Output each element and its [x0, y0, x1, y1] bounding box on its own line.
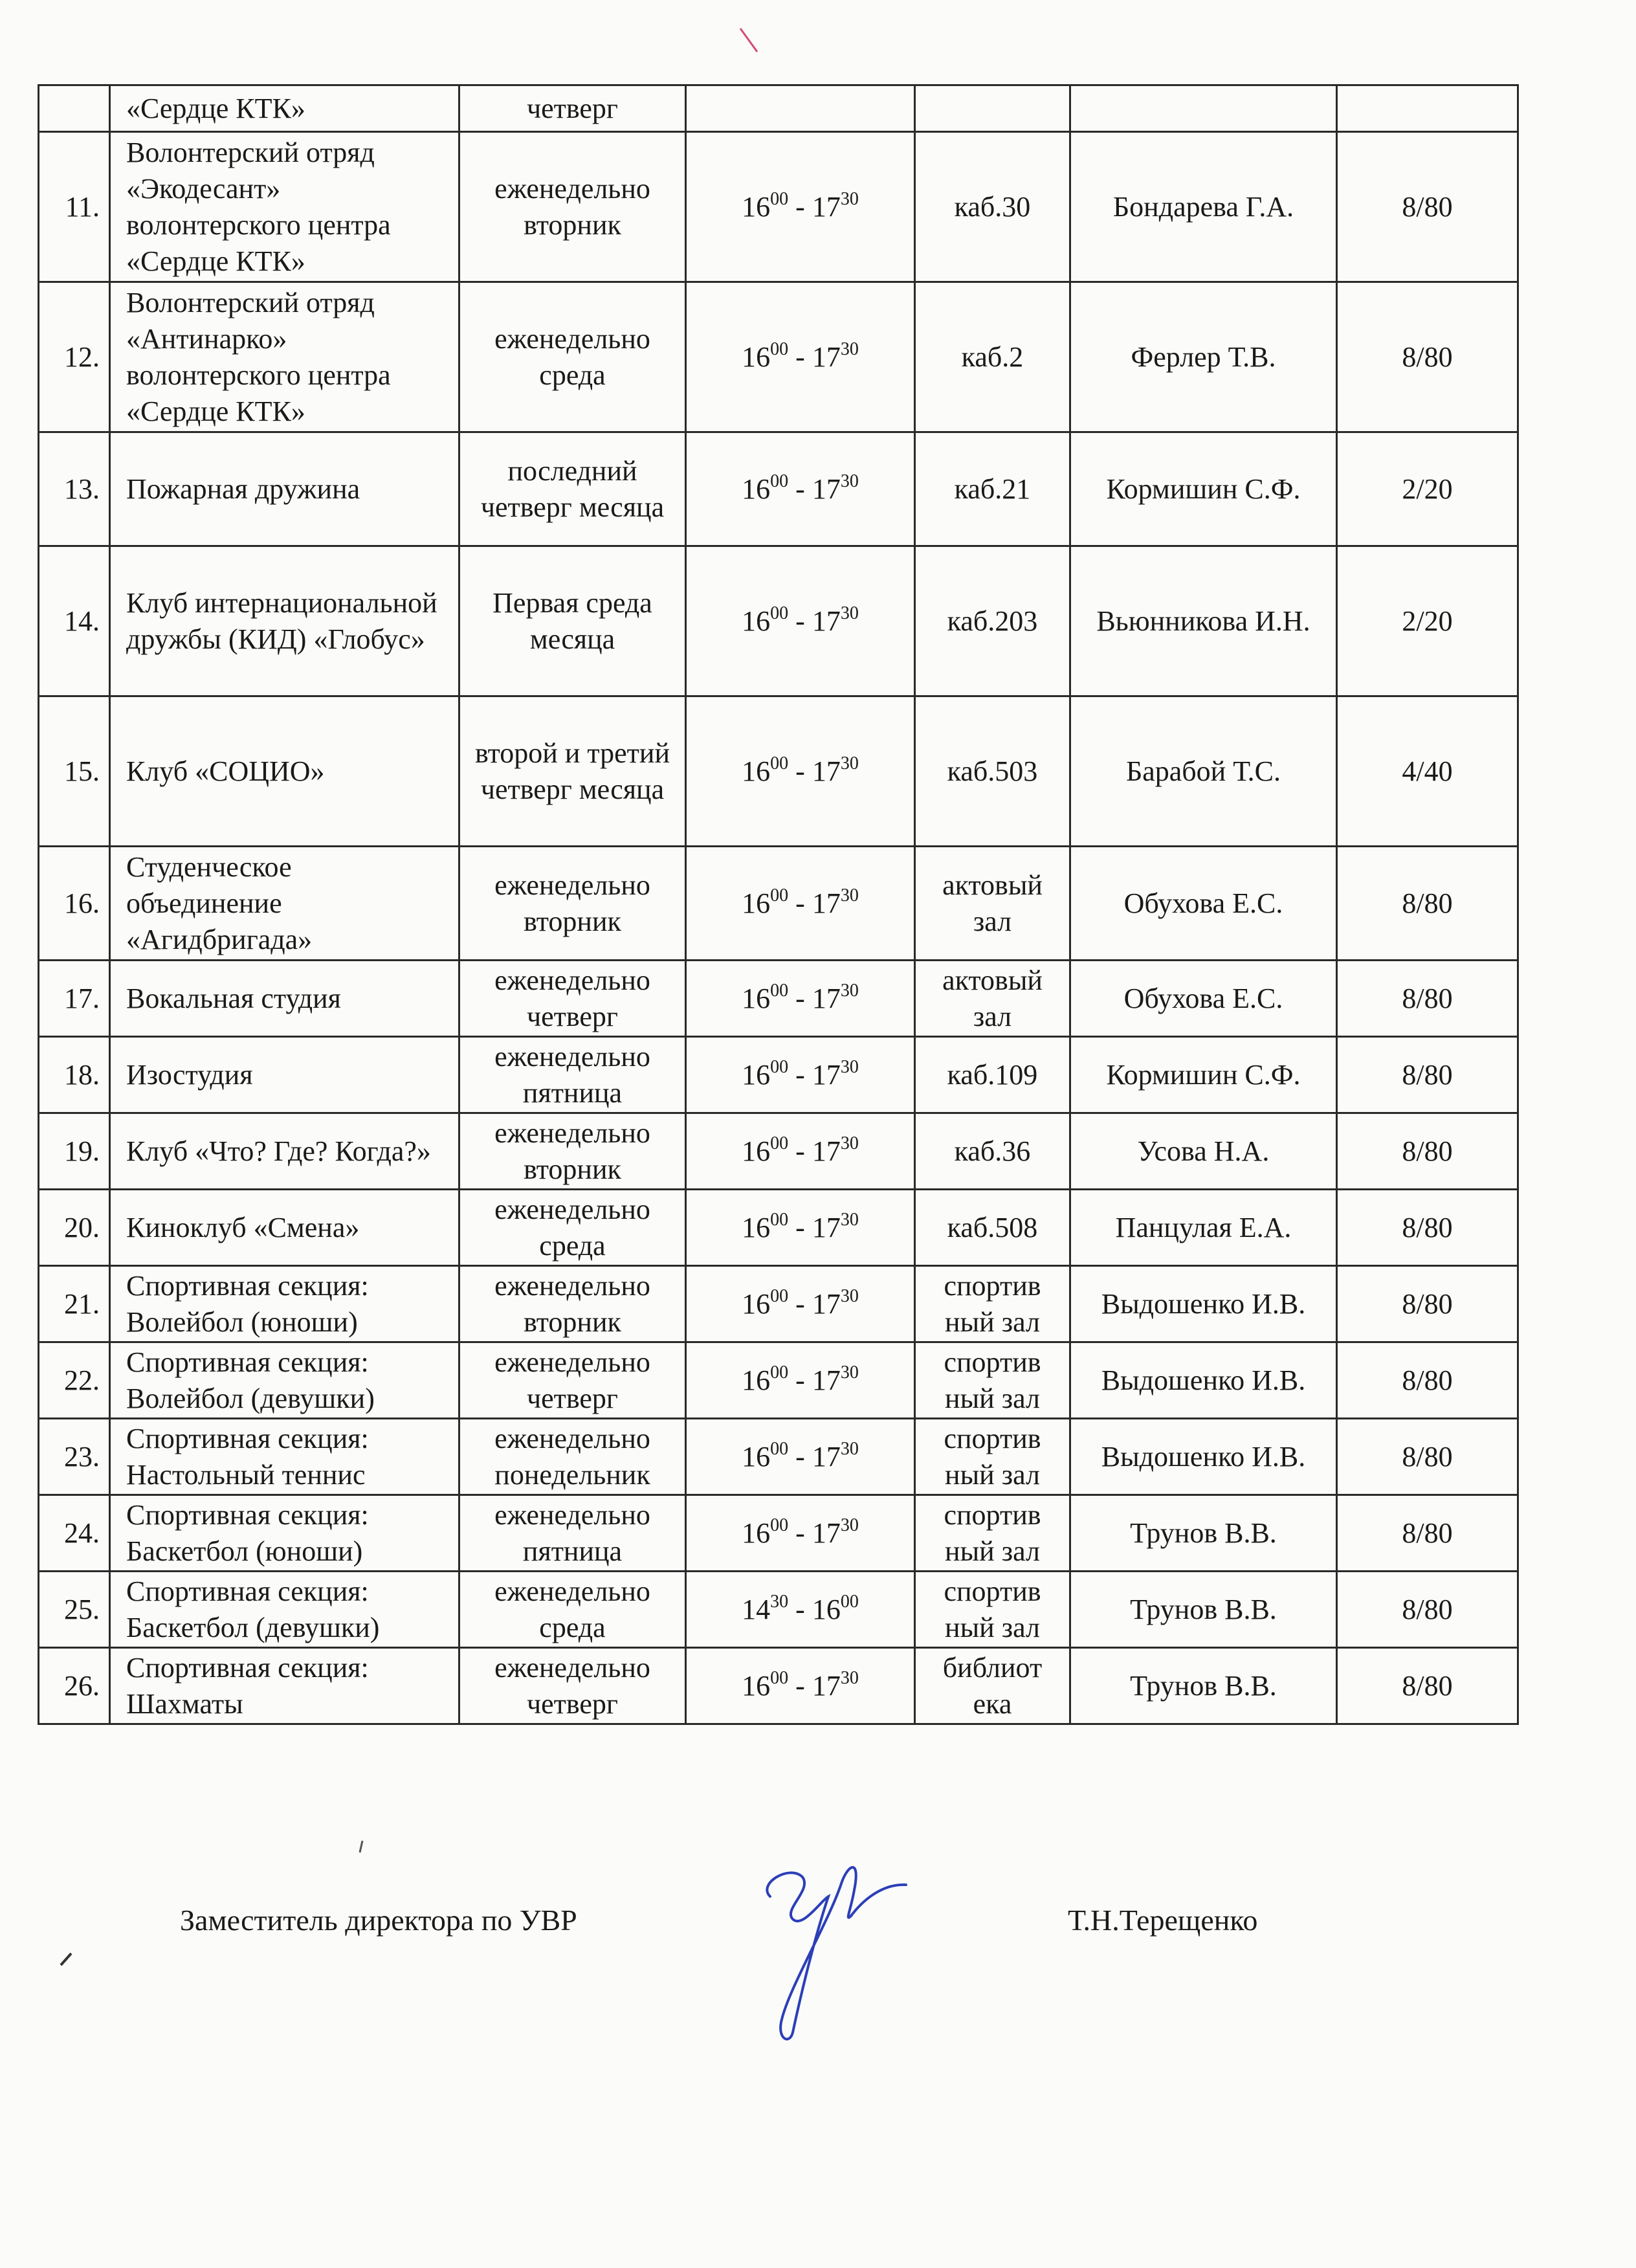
time-end-hour: 17 — [812, 1517, 841, 1549]
time-end-minutes: 00 — [840, 1591, 859, 1612]
time-start-hour: 14 — [742, 1593, 771, 1625]
activity-name-cell: Изостудия — [110, 1037, 459, 1113]
activity-name-cell: Спортивная секция: Баскетбол (девушки) — [110, 1572, 459, 1648]
time-separator: - — [788, 755, 812, 787]
time-separator: - — [788, 1517, 812, 1549]
schedule-cell: еженедельно вторник — [459, 132, 686, 282]
room-cell: каб.203 — [915, 546, 1070, 696]
time-start-hour: 16 — [742, 755, 771, 787]
groups-cell: 8/80 — [1337, 282, 1518, 432]
schedule-cell: еженедельно четверг — [459, 961, 686, 1037]
time-end-minutes: 30 — [840, 188, 859, 209]
room-cell: спортив ный зал — [915, 1419, 1070, 1495]
room-cell: библиот ека — [915, 1648, 1070, 1724]
row-number-cell: 15. — [39, 696, 110, 847]
table-row — [39, 1572, 1518, 1648]
time-end-hour: 17 — [812, 982, 841, 1014]
time-cell — [686, 1572, 915, 1648]
time-cell — [686, 1037, 915, 1113]
time-separator: - — [788, 1211, 812, 1243]
time-separator: - — [788, 1440, 812, 1473]
table-row — [39, 85, 1518, 132]
room-cell: спортив ный зал — [915, 1342, 1070, 1419]
row-number-cell: 14. — [39, 546, 110, 696]
table-row — [39, 1113, 1518, 1190]
time-start-hour: 16 — [742, 1287, 771, 1320]
table-row — [39, 1419, 1518, 1495]
row-number-cell: 23. — [39, 1419, 110, 1495]
time-start-hour: 16 — [742, 1517, 771, 1549]
time-start-minutes: 00 — [770, 188, 789, 209]
room-cell — [915, 85, 1070, 132]
time-end-minutes: 30 — [840, 339, 859, 359]
leader-cell: Обухова Е.С. — [1070, 847, 1337, 961]
time-start-minutes: 00 — [770, 1209, 789, 1230]
leader-cell: Бондарева Г.А. — [1070, 132, 1337, 282]
groups-cell: 8/80 — [1337, 961, 1518, 1037]
time-cell — [686, 696, 915, 847]
activity-name-cell: Вокальная студия — [110, 961, 459, 1037]
leader-cell — [1070, 85, 1337, 132]
room-cell: спортив ный зал — [915, 1495, 1070, 1572]
time-end-hour: 17 — [812, 1135, 841, 1167]
time-start-minutes: 00 — [770, 885, 789, 906]
room-cell: каб.30 — [915, 132, 1070, 282]
groups-cell: 8/80 — [1337, 132, 1518, 282]
leader-cell: Панцулая Е.А. — [1070, 1190, 1337, 1266]
activity-name-cell: Студенческое объединение «Агидбригада» — [110, 847, 459, 961]
time-start-minutes: 00 — [770, 1667, 789, 1688]
groups-cell: 4/40 — [1337, 696, 1518, 847]
row-number-cell: 25. — [39, 1572, 110, 1648]
time-start-hour: 16 — [742, 190, 771, 223]
table-row — [39, 1190, 1518, 1266]
time-start-minutes: 00 — [770, 603, 789, 623]
room-cell: каб.2 — [915, 282, 1070, 432]
activity-name-cell: Волонтерский отряд «Экодесант» волонтерского центра «Сердце КТК» — [110, 132, 459, 282]
footer-position-title: Заместитель директора по УВР — [180, 1904, 577, 1937]
groups-cell: 8/80 — [1337, 847, 1518, 961]
schedule-cell: еженедельно четверг — [459, 1342, 686, 1419]
room-cell: каб.36 — [915, 1113, 1070, 1190]
leader-cell: Кормишин С.Ф. — [1070, 1037, 1337, 1113]
row-number-cell: 12. — [39, 282, 110, 432]
time-cell — [686, 1113, 915, 1190]
row-number-cell: 19. — [39, 1113, 110, 1190]
leader-cell: Выдошенко И.В. — [1070, 1419, 1337, 1495]
schedule-cell: четверг — [459, 85, 686, 132]
time-start-minutes: 00 — [770, 1056, 789, 1077]
activity-name-cell: «Сердце КТК» — [110, 85, 459, 132]
time-start-hour: 16 — [742, 1135, 771, 1167]
activity-name-cell: Киноклуб «Смена» — [110, 1190, 459, 1266]
schedule-cell: еженедельно пятница — [459, 1495, 686, 1572]
groups-cell: 8/80 — [1337, 1266, 1518, 1342]
groups-cell: 2/20 — [1337, 432, 1518, 546]
table-row — [39, 1495, 1518, 1572]
time-end-hour: 17 — [812, 340, 841, 373]
scan-mark — [356, 1838, 369, 1858]
row-number-cell: 20. — [39, 1190, 110, 1266]
time-cell — [686, 1648, 915, 1724]
time-start-minutes: 00 — [770, 980, 789, 1001]
time-cell — [686, 132, 915, 282]
time-cell — [686, 1419, 915, 1495]
schedule-cell: еженедельно среда — [459, 1190, 686, 1266]
time-end-hour: 17 — [812, 472, 841, 505]
scan-mark — [58, 1948, 78, 1968]
table-row — [39, 1266, 1518, 1342]
groups-cell: 8/80 — [1337, 1342, 1518, 1419]
time-separator: - — [788, 982, 812, 1014]
row-number-cell: 18. — [39, 1037, 110, 1113]
time-start-minutes: 00 — [770, 1133, 789, 1153]
time-start-minutes: 30 — [770, 1591, 789, 1612]
row-number-cell: 22. — [39, 1342, 110, 1419]
groups-cell: 2/20 — [1337, 546, 1518, 696]
time-separator: - — [788, 605, 812, 637]
time-end-minutes: 30 — [840, 1285, 859, 1306]
time-start-hour: 16 — [742, 887, 771, 919]
table-row — [39, 1342, 1518, 1419]
time-start-hour: 16 — [742, 1058, 771, 1091]
time-start-hour: 16 — [742, 605, 771, 637]
room-cell: спортив ный зал — [915, 1266, 1070, 1342]
table-row — [39, 132, 1518, 282]
row-number-cell: 11. — [39, 132, 110, 282]
schedule-cell: еженедельно вторник — [459, 847, 686, 961]
schedule-cell: второй и третий четверг месяца — [459, 696, 686, 847]
table-row — [39, 282, 1518, 432]
activity-name-cell: Спортивная секция: Волейбол (девушки) — [110, 1342, 459, 1419]
schedule-cell: еженедельно понедельник — [459, 1419, 686, 1495]
time-end-hour: 17 — [812, 1211, 841, 1243]
room-cell: каб.21 — [915, 432, 1070, 546]
time-separator: - — [788, 1058, 812, 1091]
groups-cell: 8/80 — [1337, 1037, 1518, 1113]
row-number-cell: 16. — [39, 847, 110, 961]
leader-cell: Вьюнникова И.Н. — [1070, 546, 1337, 696]
room-cell: спортив ный зал — [915, 1572, 1070, 1648]
time-end-hour: 17 — [812, 1440, 841, 1473]
schedule-cell: еженедельно вторник — [459, 1266, 686, 1342]
time-cell — [686, 961, 915, 1037]
leader-cell: Обухова Е.С. — [1070, 961, 1337, 1037]
groups-cell: 8/80 — [1337, 1572, 1518, 1648]
time-start-hour: 16 — [742, 340, 771, 373]
time-separator: - — [788, 1287, 812, 1320]
time-start-minutes: 00 — [770, 1285, 789, 1306]
activity-name-cell: Спортивная секция: Шахматы — [110, 1648, 459, 1724]
time-separator: - — [788, 1364, 812, 1396]
groups-cell: 8/80 — [1337, 1495, 1518, 1572]
time-end-minutes: 30 — [840, 1133, 859, 1153]
time-end-minutes: 30 — [840, 1438, 859, 1459]
time-end-hour: 17 — [812, 605, 841, 637]
table-row — [39, 961, 1518, 1037]
activity-name-cell: Клуб «СОЦИО» — [110, 696, 459, 847]
table-row — [39, 847, 1518, 961]
time-cell — [686, 1190, 915, 1266]
time-separator: - — [788, 1669, 812, 1702]
activity-name-cell: Спортивная секция: Баскетбол (юноши) — [110, 1495, 459, 1572]
table-row — [39, 546, 1518, 696]
activity-name-cell: Спортивная секция: Волейбол (юноши) — [110, 1266, 459, 1342]
room-cell: каб.508 — [915, 1190, 1070, 1266]
time-start-minutes: 00 — [770, 1362, 789, 1383]
row-number-cell: 26. — [39, 1648, 110, 1724]
time-start-hour: 16 — [742, 982, 771, 1014]
table-row — [39, 696, 1518, 847]
groups-cell: 8/80 — [1337, 1190, 1518, 1266]
time-start-minutes: 00 — [770, 1438, 789, 1459]
time-cell — [686, 1342, 915, 1419]
leader-cell: Трунов В.В. — [1070, 1572, 1337, 1648]
time-end-minutes: 30 — [840, 753, 859, 773]
schedule-cell: еженедельно среда — [459, 282, 686, 432]
time-end-hour: 17 — [812, 190, 841, 223]
row-number-cell: 17. — [39, 961, 110, 1037]
schedule-cell: Первая среда месяца — [459, 546, 686, 696]
row-number-cell: 21. — [39, 1266, 110, 1342]
table-row — [39, 432, 1518, 546]
time-end-hour: 16 — [812, 1593, 841, 1625]
time-separator: - — [788, 340, 812, 373]
time-start-minutes: 00 — [770, 753, 789, 773]
time-cell — [686, 546, 915, 696]
room-cell: каб.503 — [915, 696, 1070, 847]
time-start-minutes: 00 — [770, 1515, 789, 1535]
groups-cell: 8/80 — [1337, 1419, 1518, 1495]
leader-cell: Выдошенко И.В. — [1070, 1342, 1337, 1419]
leader-cell: Ферлер Т.В. — [1070, 282, 1337, 432]
time-end-minutes: 30 — [840, 471, 859, 491]
footer-signatory-name: Т.Н.Терещенко — [1068, 1904, 1258, 1937]
leader-cell: Усова Н.А. — [1070, 1113, 1337, 1190]
schedule-cell: еженедельно пятница — [459, 1037, 686, 1113]
groups-cell — [1337, 85, 1518, 132]
time-end-hour: 17 — [812, 755, 841, 787]
time-end-minutes: 30 — [840, 885, 859, 906]
scan-mark — [738, 26, 764, 58]
schedule-table — [38, 84, 1519, 1725]
activity-name-cell: Клуб «Что? Где? Когда?» — [110, 1113, 459, 1190]
leader-cell: Барабой Т.С. — [1070, 696, 1337, 847]
time-end-minutes: 30 — [840, 1667, 859, 1688]
time-end-minutes: 30 — [840, 603, 859, 623]
groups-cell: 8/80 — [1337, 1113, 1518, 1190]
time-separator: - — [788, 190, 812, 223]
leader-cell: Кормишин С.Ф. — [1070, 432, 1337, 546]
room-cell: актовый зал — [915, 847, 1070, 961]
activity-name-cell: Клуб интернациональной дружбы (КИД) «Глобус» — [110, 546, 459, 696]
schedule-cell: еженедельно среда — [459, 1572, 686, 1648]
row-number-cell — [39, 85, 110, 132]
time-end-minutes: 30 — [840, 1362, 859, 1383]
table-row — [39, 1037, 1518, 1113]
signature — [731, 1838, 925, 2045]
activity-name-cell: Волонтерский отряд «Антинарко» волонтерского центра «Сердце КТК» — [110, 282, 459, 432]
time-start-hour: 16 — [742, 1211, 771, 1243]
time-end-minutes: 30 — [840, 1209, 859, 1230]
leader-cell: Трунов В.В. — [1070, 1648, 1337, 1724]
time-start-hour: 16 — [742, 1669, 771, 1702]
time-cell — [686, 1495, 915, 1572]
table-row — [39, 1648, 1518, 1724]
time-end-minutes: 30 — [840, 1056, 859, 1077]
time-end-hour: 17 — [812, 1364, 841, 1396]
activity-name-cell: Пожарная дружина — [110, 432, 459, 546]
leader-cell: Трунов В.В. — [1070, 1495, 1337, 1572]
time-separator: - — [788, 472, 812, 505]
schedule-cell: еженедельно четверг — [459, 1648, 686, 1724]
time-cell — [686, 282, 915, 432]
time-start-hour: 16 — [742, 1364, 771, 1396]
time-separator: - — [788, 1593, 812, 1625]
time-end-hour: 17 — [812, 1669, 841, 1702]
groups-cell: 8/80 — [1337, 1648, 1518, 1724]
leader-cell: Выдошенко И.В. — [1070, 1266, 1337, 1342]
time-end-hour: 17 — [812, 1058, 841, 1091]
schedule-cell: еженедельно вторник — [459, 1113, 686, 1190]
room-cell: каб.109 — [915, 1037, 1070, 1113]
schedule-cell: последний четверг месяца — [459, 432, 686, 546]
room-cell: актовый зал — [915, 961, 1070, 1037]
time-start-hour: 16 — [742, 472, 771, 505]
row-number-cell: 13. — [39, 432, 110, 546]
activity-name-cell: Спортивная секция: Настольный теннис — [110, 1419, 459, 1495]
time-end-hour: 17 — [812, 1287, 841, 1320]
time-start-hour: 16 — [742, 1440, 771, 1473]
time-cell — [686, 432, 915, 546]
time-separator: - — [788, 1135, 812, 1167]
time-cell — [686, 1266, 915, 1342]
time-end-hour: 17 — [812, 887, 841, 919]
time-cell — [686, 85, 915, 132]
row-number-cell: 24. — [39, 1495, 110, 1572]
time-start-minutes: 00 — [770, 471, 789, 491]
time-cell — [686, 847, 915, 961]
time-end-minutes: 30 — [840, 980, 859, 1001]
time-separator: - — [788, 887, 812, 919]
time-end-minutes: 30 — [840, 1515, 859, 1535]
time-start-minutes: 00 — [770, 339, 789, 359]
